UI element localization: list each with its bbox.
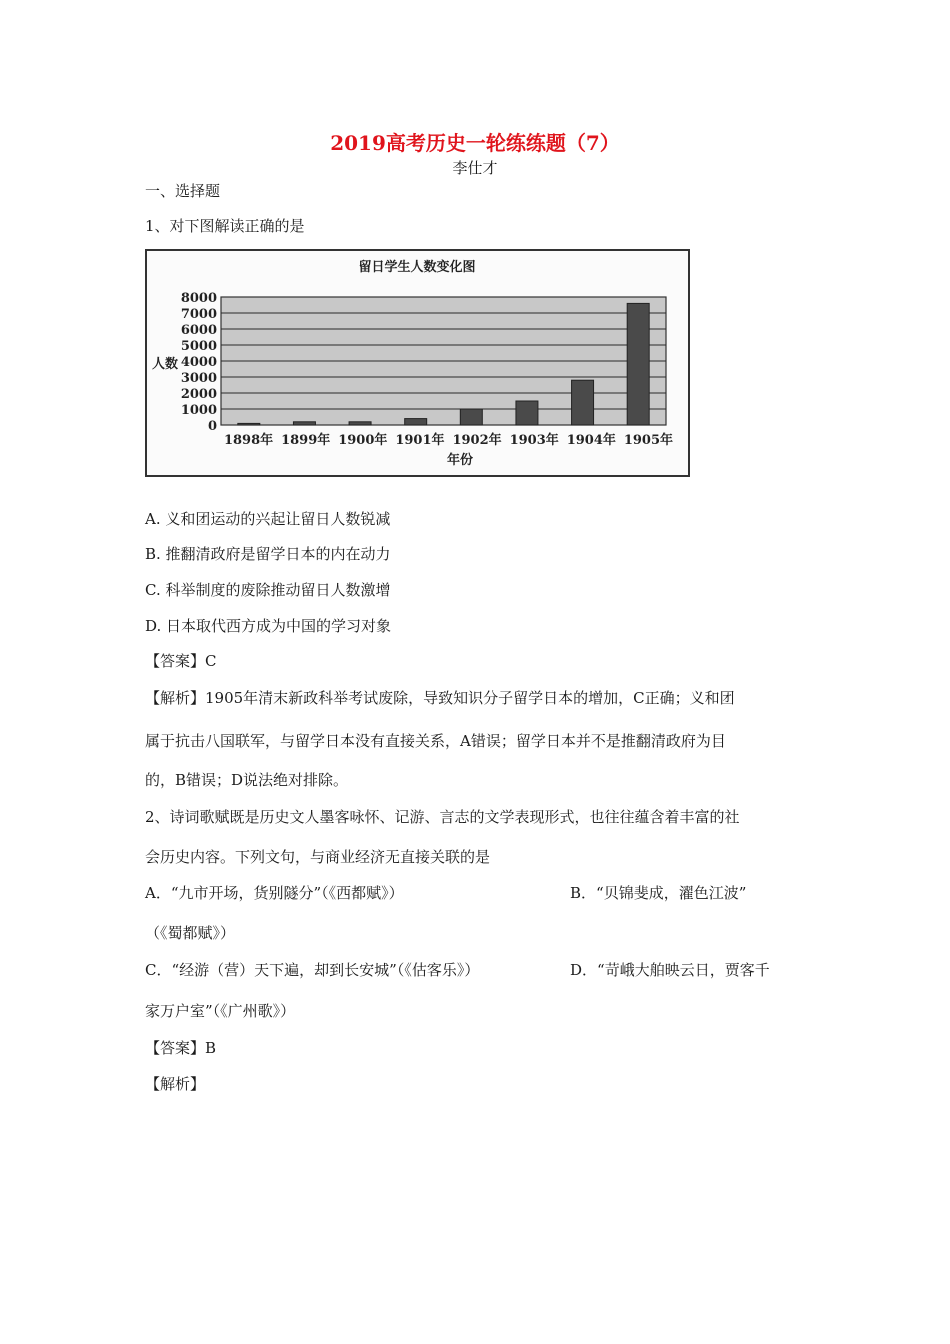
x-tick-label: 1900年 [338,433,388,448]
y-axis-label: 人数 [151,357,179,372]
x-tick-label: 1902年 [452,433,502,448]
y-tick-label: 1000 [180,403,217,418]
chart-frame [145,249,690,477]
bar [349,422,371,425]
bar [460,409,482,425]
y-tick-label: 5000 [180,339,217,354]
q2-option-d: D．“苛峨大舶映云日，贾客千 [570,961,770,979]
q2-stem-line: 2、诗词歌赋既是历史文人墨客咏怀、记游、言志的文学表现形式，也往往蕴含着丰富的社 [145,808,740,826]
q2-stem-line: 会历史内容。下列文句，与商业经济无直接关联的是 [145,848,491,866]
x-tick-label: 1899年 [281,433,331,448]
author: 李仕才 [452,159,498,177]
y-tick-label: 6000 [180,323,217,338]
q1-analysis-line: 【解析】1905年清末新政科举考试废除，导致知识分子留学日本的增加，C正确；义和团 [145,689,735,707]
section-heading: 一、选择题 [145,182,221,200]
q2-answer: 【答案】B [145,1039,217,1057]
q1-option-a: A. 义和团运动的兴起让留日人数锐减 [145,510,391,528]
y-tick-label: 3000 [180,371,217,386]
q2-option-a: A．“九市开场，货别隧分”（《西都赋》） [145,884,404,902]
page-title: 2019高考历史一轮练练题（7） [330,131,620,155]
bar [572,380,594,425]
q1-analysis-line: 属于抗击八国联军，与留学日本没有直接关系，A错误；留学日本并不是推翻清政府为目 [145,732,726,750]
y-tick-label: 2000 [180,387,217,402]
q1-option-d: D. 日本取代西方成为中国的学习对象 [145,617,392,635]
bar [293,422,315,425]
x-tick-label: 1905年 [623,433,674,448]
q2-option-c: C．“经游（营）天下遍，却到长安城”（《估客乐》） [145,961,480,979]
x-tick-label: 1903年 [509,433,559,448]
bar [405,419,427,425]
q2-analysis: 【解析】 [145,1075,206,1093]
q1-stem: 1、对下图解读正确的是 [145,217,305,235]
x-axis-label: 年份 [446,453,474,468]
y-tick-label: 0 [207,419,217,434]
q2-option-b-cont: （《蜀都赋》） [145,924,236,942]
x-tick-label: 1901年 [395,433,445,448]
q1-analysis-line: 的，B错误；D说法绝对排除。 [145,771,349,789]
q2-option-b: B．“贝锦斐成，濯色江波” [570,884,747,902]
y-tick-label: 4000 [180,355,217,370]
y-tick-label: 8000 [180,291,217,306]
q2-option-d-cont: 家万户室”（《广州歌》） [145,1002,296,1020]
chart-title: 留日学生人数变化图 [358,260,476,275]
x-tick-label: 1904年 [566,433,616,448]
bar [516,401,538,425]
bar [238,423,260,425]
bar-chart [147,251,688,475]
x-tick-label: 1898年 [223,433,274,448]
y-tick-label: 7000 [180,307,217,322]
q1-option-c: C. 科举制度的废除推动留日人数激增 [145,581,391,599]
q1-answer: 【答案】C [145,652,217,670]
q1-option-b: B. 推翻清政府是留学日本的内在动力 [145,545,391,563]
bar [627,303,649,425]
